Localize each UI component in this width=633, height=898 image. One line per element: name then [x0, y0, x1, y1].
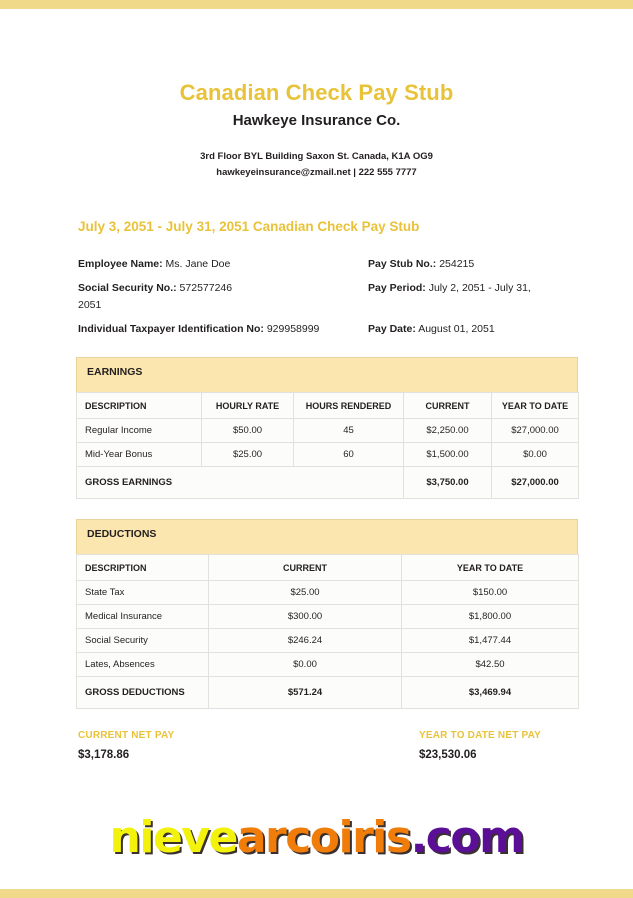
gross-deductions-label: GROSS DEDUCTIONS [77, 677, 209, 709]
employee-name-field [78, 256, 368, 273]
table-row [77, 419, 579, 443]
ytd-net-pay-block [419, 730, 541, 761]
itin-label: Individual Taxpayer Identification No: [78, 323, 264, 335]
deductions-table [76, 554, 579, 709]
deductions-cell-ytd: $1,477.44 [402, 629, 579, 653]
table-row [77, 443, 579, 467]
page-title: Canadian Check Pay Stub [179, 80, 454, 105]
company-contact-block [0, 149, 633, 181]
earnings-header-row [77, 393, 579, 419]
top-left-corner-arc [0, 0, 92, 154]
info-row [78, 280, 578, 321]
pay-period-heading: July 3, 2051 - July 31, 2051 Canadian Check Pay Stub [78, 219, 420, 234]
company-address: 3rd Floor BYL Building Saxon St. Canada, K1A OG9 [200, 151, 433, 162]
deductions-cell-ytd: $1,800.00 [402, 605, 579, 629]
current-net-pay-value: $3,178.86 [78, 749, 130, 761]
deductions-cell-description: Social Security [77, 629, 209, 653]
table-row [77, 605, 579, 629]
earnings-col-description: DESCRIPTION [77, 393, 202, 419]
ytd-net-pay-label: YEAR TO DATE NET PAY [419, 730, 541, 741]
gross-deductions-ytd: $3,469.94 [402, 677, 579, 709]
deductions-cell-current: $246.24 [209, 629, 402, 653]
gross-earnings-current: $3,750.00 [404, 467, 492, 499]
employee-name-label: Employee Name: [78, 258, 163, 270]
deductions-col-current: CURRENT [209, 555, 402, 581]
gross-deductions-row [77, 677, 579, 709]
bottom-edge-band [0, 889, 633, 898]
ssn-field [78, 280, 368, 314]
earnings-cell-description: Regular Income [77, 419, 202, 443]
gross-deductions-current: $571.24 [209, 677, 402, 709]
gross-earnings-row [77, 467, 579, 499]
info-row [78, 321, 578, 345]
earnings-col-current: CURRENT [404, 393, 492, 419]
company-contact: hawkeyeinsurance@zmail.net | 222 555 7777 [216, 167, 417, 178]
current-net-pay-label: CURRENT NET PAY [78, 730, 175, 741]
deductions-cell-current: $300.00 [209, 605, 402, 629]
deductions-section-label: DEDUCTIONS [76, 519, 578, 548]
earnings-cell-hours: 45 [294, 419, 404, 443]
earnings-table [76, 392, 579, 499]
ssn-label: Social Security No.: [78, 282, 177, 294]
ssn-value: 572577246 [179, 282, 233, 294]
ssn-wrap-line: 2051 [78, 299, 102, 311]
logo-part-arcoiris: arcoiris [236, 812, 411, 863]
logo-part-com: .com [410, 812, 524, 863]
table-row [77, 653, 579, 677]
deductions-cell-description: Medical Insurance [77, 605, 209, 629]
gross-earnings-label: GROSS EARNINGS [77, 467, 404, 499]
employee-name-value: Ms. Jane Doe [165, 258, 231, 270]
deductions-cell-ytd: $42.50 [402, 653, 579, 677]
earnings-cell-hours: 60 [294, 443, 404, 467]
top-edge-band [0, 0, 633, 9]
ytd-net-pay-value: $23,530.06 [419, 749, 477, 761]
deductions-cell-description: State Tax [77, 581, 209, 605]
table-row [77, 629, 579, 653]
deductions-cell-current: $0.00 [209, 653, 402, 677]
earnings-cell-description: Mid-Year Bonus [77, 443, 202, 467]
logo-part-nieve: nieve [109, 812, 237, 863]
table-row [77, 581, 579, 605]
itin-field [78, 321, 368, 338]
current-net-pay-block [78, 730, 174, 761]
deductions-cell-description: Lates, Absences [77, 653, 209, 677]
employee-info [78, 256, 578, 345]
earnings-cell-ytd: $27,000.00 [492, 419, 579, 443]
earnings-col-hours-rendered: HOURS RENDERED [294, 393, 404, 419]
earnings-col-ytd: YEAR TO DATE [492, 393, 579, 419]
earnings-cell-hourly-rate: $25.00 [202, 443, 294, 467]
watermark-logo [0, 812, 633, 863]
pay-date-field [368, 321, 578, 338]
company-name: Hawkeye Insurance Co. [232, 112, 401, 129]
pay-period-field [368, 280, 578, 297]
itin-value: 929958999 [266, 323, 320, 335]
pay-period-value: July 2, 2051 - July 31, [428, 282, 531, 294]
pay-date-value: August 01, 2051 [418, 323, 495, 335]
info-row [78, 256, 578, 280]
earnings-section [76, 357, 578, 499]
earnings-section-label: EARNINGS [76, 357, 578, 386]
earnings-col-hourly-rate: HOURLY RATE [202, 393, 294, 419]
deductions-col-description: DESCRIPTION [77, 555, 209, 581]
earnings-cell-ytd: $0.00 [492, 443, 579, 467]
ssn-line [78, 280, 368, 297]
earnings-cell-current: $1,500.00 [404, 443, 492, 467]
deductions-col-ytd: YEAR TO DATE [402, 555, 579, 581]
gross-earnings-ytd: $27,000.00 [492, 467, 579, 499]
paystub-no-label: Pay Stub No.: [368, 258, 437, 270]
deductions-section [76, 519, 578, 709]
pay-date-label: Pay Date: [368, 323, 416, 335]
deductions-header-row [77, 555, 579, 581]
earnings-cell-hourly-rate: $50.00 [202, 419, 294, 443]
deductions-cell-ytd: $150.00 [402, 581, 579, 605]
paystub-no-field [368, 256, 578, 273]
earnings-cell-current: $2,250.00 [404, 419, 492, 443]
pay-period-label: Pay Period: [368, 282, 426, 294]
deductions-cell-current: $25.00 [209, 581, 402, 605]
paystub-no-value: 254215 [439, 258, 475, 270]
